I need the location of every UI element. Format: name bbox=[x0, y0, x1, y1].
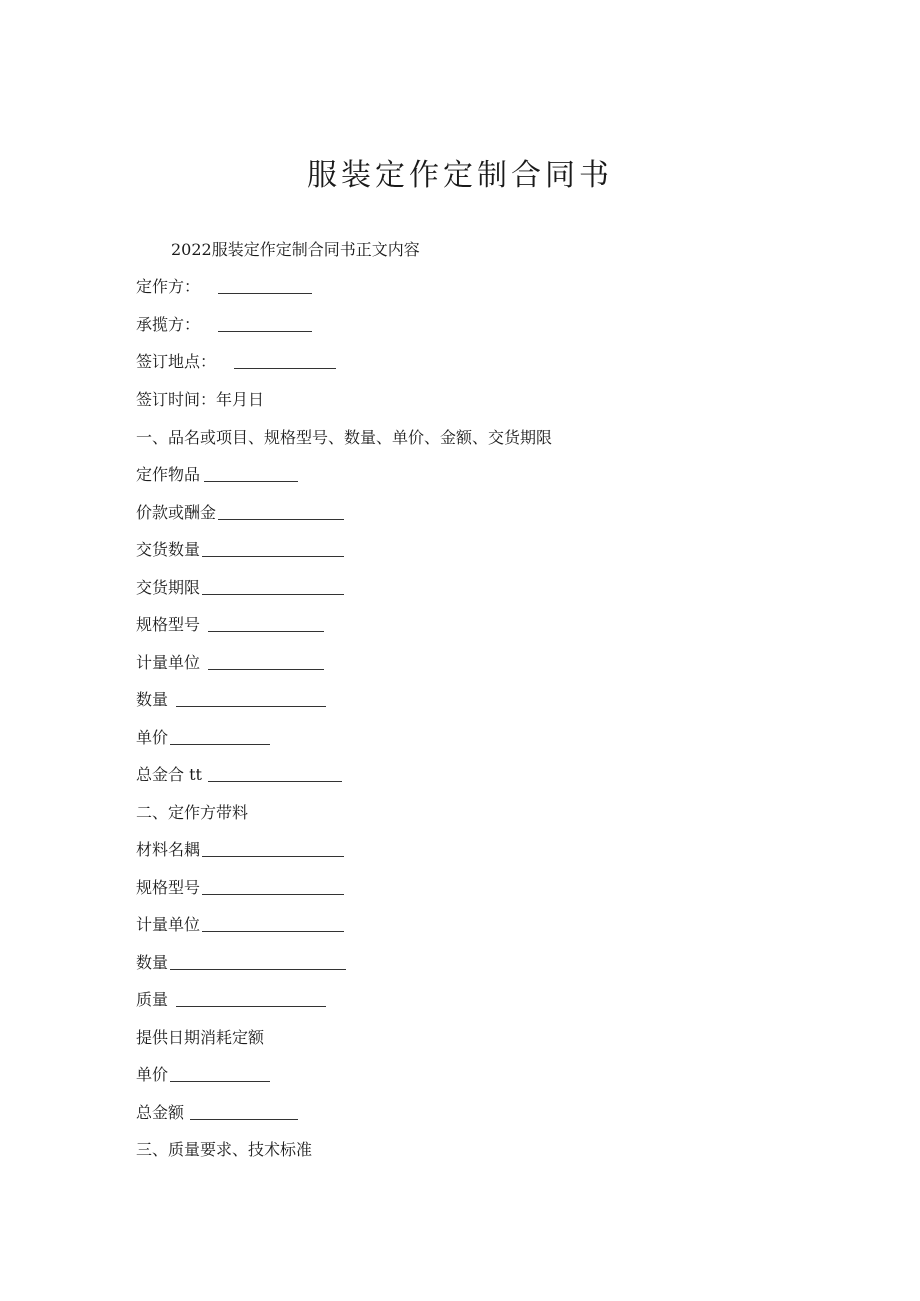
field-label: 计量单位 bbox=[136, 915, 201, 934]
field-item bbox=[136, 461, 298, 485]
field-label: 交货期限 bbox=[136, 578, 201, 597]
field-label: 总金合 tt bbox=[136, 765, 202, 784]
field-supply-date-consumption bbox=[136, 1024, 264, 1048]
field-price-or-fee bbox=[136, 499, 344, 523]
blank-line bbox=[170, 730, 270, 745]
section-heading-3 bbox=[136, 1136, 312, 1160]
field-label: 单价 bbox=[136, 728, 169, 747]
field-label: 计量单位 bbox=[136, 653, 201, 672]
blank-line bbox=[170, 1067, 270, 1082]
document-title: 服装定作定制合同书 bbox=[307, 158, 613, 193]
field-material-total bbox=[136, 1099, 298, 1123]
field-orderer bbox=[136, 273, 312, 297]
field-sign-date bbox=[136, 386, 264, 410]
document-subtitle: 2022服装定作定制合同书正文内容 bbox=[171, 240, 420, 259]
field-delivery-quantity bbox=[136, 536, 344, 560]
field-material-spec bbox=[136, 874, 344, 898]
section-heading-2 bbox=[136, 799, 248, 823]
field-label: 交货数量 bbox=[136, 540, 201, 559]
field-label: 单价 bbox=[136, 1065, 169, 1084]
field-material-name bbox=[136, 836, 344, 860]
field-label: 质量 bbox=[136, 990, 169, 1009]
blank-line bbox=[176, 992, 326, 1007]
field-material-quality bbox=[136, 986, 326, 1010]
blank-line bbox=[218, 279, 312, 294]
field-label: 规格型号 bbox=[136, 615, 201, 634]
field-material-quantity bbox=[136, 949, 346, 973]
section-heading-1 bbox=[136, 424, 552, 448]
section-title: 三、质量要求、技术标准 bbox=[136, 1140, 313, 1159]
field-unit-price bbox=[136, 724, 270, 748]
blank-line bbox=[218, 505, 344, 520]
field-label: 定作方： bbox=[136, 277, 201, 296]
blank-line bbox=[170, 955, 346, 970]
field-label: 价款或酬金 bbox=[136, 503, 217, 522]
field-total-amount bbox=[136, 761, 342, 785]
section-title: 二、定作方带料 bbox=[136, 803, 249, 822]
blank-line bbox=[202, 842, 344, 857]
field-label: 数量 bbox=[136, 690, 169, 709]
blank-line bbox=[208, 617, 324, 632]
field-label: 定作物品 bbox=[136, 465, 201, 484]
field-label: 签订地点： bbox=[136, 352, 217, 371]
field-label: 总金额 bbox=[136, 1103, 185, 1122]
field-spec-model bbox=[136, 611, 324, 635]
blank-line bbox=[218, 317, 312, 332]
field-quantity bbox=[136, 686, 326, 710]
field-sign-place bbox=[136, 348, 336, 372]
field-unit bbox=[136, 649, 324, 673]
field-label: 数量 bbox=[136, 953, 169, 972]
blank-line bbox=[202, 880, 344, 895]
blank-line bbox=[176, 692, 326, 707]
blank-line bbox=[202, 542, 344, 557]
blank-line bbox=[208, 655, 324, 670]
section-title: 一、品名或项目、规格型号、数量、单价、金额、交货期限 bbox=[136, 428, 553, 447]
field-label: 规格型号 bbox=[136, 878, 201, 897]
field-label: 承揽方： bbox=[136, 315, 201, 334]
field-label: 材料名耦 bbox=[136, 840, 201, 859]
blank-line bbox=[208, 767, 342, 782]
field-label: 签订时间：年月日 bbox=[136, 390, 265, 409]
field-label: 提供日期消耗定额 bbox=[136, 1028, 265, 1047]
field-material-unit bbox=[136, 911, 344, 935]
field-contractor bbox=[136, 311, 312, 335]
field-delivery-deadline bbox=[136, 574, 344, 598]
blank-line bbox=[190, 1105, 298, 1120]
blank-line bbox=[202, 917, 344, 932]
blank-line bbox=[234, 354, 336, 369]
blank-line bbox=[204, 467, 298, 482]
field-material-unit-price bbox=[136, 1061, 270, 1085]
blank-line bbox=[202, 580, 344, 595]
